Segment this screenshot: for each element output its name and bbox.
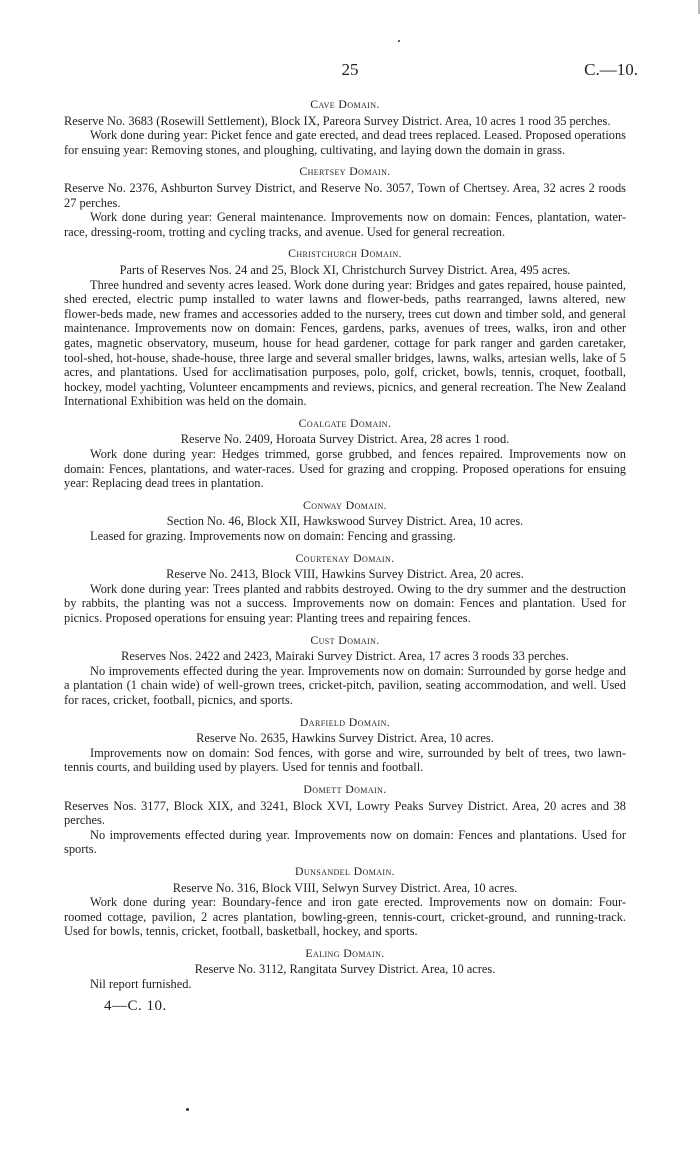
report-paragraph: Improvements now on domain: Sod fences, with gorse and wire, surrounded by belt of trees, two lawn-tennis courts, and building used by players. Used for tennis and football. xyxy=(64,745,626,775)
document-body xyxy=(64,97,626,1013)
domain-title: Cust Domain. xyxy=(310,632,380,647)
domain-title: Darfield Domain. xyxy=(299,714,391,729)
domain-title: Chertsey Domain. xyxy=(299,164,391,179)
report-paragraph: Work done during year: Hedges trimmed, gorse grubbed, and fences repaired. Improvements now on domain: Fences, plantations, and water-races. Used for grazing and cropping. Proposed operations for ensuing year: Replacing dead trees in plantation. xyxy=(64,447,626,491)
reserve-line: Reserve No. 3112, Rangitata Survey District. Area, 10 acres. xyxy=(194,962,496,977)
report-paragraph: Work done during year: Trees planted and rabbits destroyed. Owing to the dry summer and the destruction by rabbits, the planting was not a success. Improvements now on domain: Fences and plantation. Used for picnics. Proposed operations for ensuing year: Planting trees and repairing fences. xyxy=(64,581,626,625)
reserve-line: Reserves Nos. 2422 and 2423, Mairaki Survey District. Area, 17 acres 3 roods 33 perches. xyxy=(121,649,569,664)
reserve-line: Section No. 46, Block XII, Hawkswood Survey District. Area, 10 acres. xyxy=(166,514,524,529)
domain-title: Coalgate Domain. xyxy=(298,415,392,430)
domain-title: Christchurch Domain. xyxy=(288,246,402,261)
report-paragraph: Work done during year: Picket fence and gate erected, and dead trees replaced. Leased. Proposed operations for ensuing year: Removing stones, and ploughing, cultivating, and laying down the domain in grass. xyxy=(64,128,626,157)
reserve-line: Reserve No. 316, Block VIII, Selwyn Survey District. Area, 10 acres. xyxy=(172,880,518,895)
speck xyxy=(398,40,400,42)
report-paragraph: Nil report furnished. xyxy=(90,977,192,992)
report-paragraph: No improvements effected during year. Improvements now on domain: Fences and plantations. Used for sports. xyxy=(64,827,626,857)
domain-section xyxy=(64,246,626,409)
reserve-line: Reserve No. 2409, Horoata Survey District. Area, 28 acres 1 rood. xyxy=(180,432,510,447)
domain-section xyxy=(64,551,626,626)
domain-title: Cave Domain. xyxy=(310,97,380,111)
report-paragraph: Work done during year: General maintenance. Improvements now on domain: Fences, plantation, water-race, dressing-room, trotting and cycling tracks, and avenue. Used for general recreation. xyxy=(64,210,626,239)
reserve-line: Reserves Nos. 3177, Block XIX, and 3241, Block XVI, Lowry Peaks Survey District. Area, 20 acres and 38 perches. xyxy=(64,798,626,828)
report-paragraph: Work done during year: Boundary-fence and iron gate erected. Improvements now on domain: Four-roomed cottage, pavilion, 2 acres plantation, bowling-green, tennis-court, cricket-ground, and running-track. Used for bowls, tennis, cricket, football, basketball, hockey, and sports. xyxy=(64,895,626,939)
domain-title: Ealing Domain. xyxy=(305,945,385,960)
page-number: 25 xyxy=(341,60,359,79)
reserve-line: Parts of Reserves Nos. 24 and 25, Block XI, Christchurch Survey District. Area, 495 acres. xyxy=(119,262,571,277)
domain-section xyxy=(64,498,626,544)
reserve-line: Reserve No. 2413, Block VIII, Hawkins Survey District. Area, 20 acres. xyxy=(166,567,524,582)
domain-title: Dunsandel Domain. xyxy=(295,863,395,878)
document-reference: C.—10. xyxy=(584,60,638,79)
domain-section xyxy=(64,946,626,992)
domain-section xyxy=(64,715,626,775)
page-header xyxy=(62,60,638,84)
domain-title: Conway Domain. xyxy=(302,497,388,512)
report-paragraph: No improvements effected during the year. Improvements now on domain: Surrounded by gorse hedge and a plantation (1 chain wide) of well-grown trees, cricket-pitch, pavilion, seating accommodation, and well. Used for races, cricket, football, picnics, and sports. xyxy=(64,663,626,707)
domain-section xyxy=(64,416,626,491)
domain-section xyxy=(64,864,626,939)
speck xyxy=(186,1108,189,1111)
domain-section xyxy=(64,164,626,239)
signature-mark: 4—C. 10. xyxy=(104,997,167,1014)
domain-title: Courtenay Domain. xyxy=(295,550,395,565)
domain-title: Domett Domain. xyxy=(303,781,387,796)
reserve-line: Reserve No. 2635, Hawkins Survey District. Area, 10 acres. xyxy=(196,731,494,746)
domain-section xyxy=(64,782,626,857)
report-paragraph: Leased for grazing. Improvements now on domain: Fencing and grassing. xyxy=(90,529,456,544)
reserve-line: Reserve No. 3683 (Rosewill Settlement), Block IX, Pareora Survey District. Area, 10 acres 1 rood 35 perches. xyxy=(64,113,611,128)
domain-section xyxy=(64,97,626,157)
reserve-line: Reserve No. 2376, Ashburton Survey District, and Reserve No. 3057, Town of Chertsey. Area, 32 acres 2 roods 27 perches. xyxy=(64,180,626,210)
report-paragraph: Three hundred and seventy acres leased. Work done during year: Bridges and gates repaired, house painted, shed erected, electric pump installed to water lawns and flower-beds, paths rearranged, lawns altered, new flower-beds made, new frames and accessories added to the nursery, trees cut down and timber sold, and general maintenance. Improvements now on domain: Fences, gardens, parks, avenues of trees, walks, iron and other gates, magnetic observatory, museum, house for head gardener, cottage for park ranger and garden caretaker, tool-shed, hot-house, shade-house, three large and several smaller bridges, lawns, walks, artesian wells, lake of 5 acres, and plantations. Used for acclimatisation purposes, polo, golf, cricket, bowls, tennis, croquet, football, hockey, model yachting, Volunteer encampments and reviews, picnics, and general recreation. The New Zealand International Exhibition was held on the domain. xyxy=(64,277,626,409)
domain-section xyxy=(64,633,626,708)
